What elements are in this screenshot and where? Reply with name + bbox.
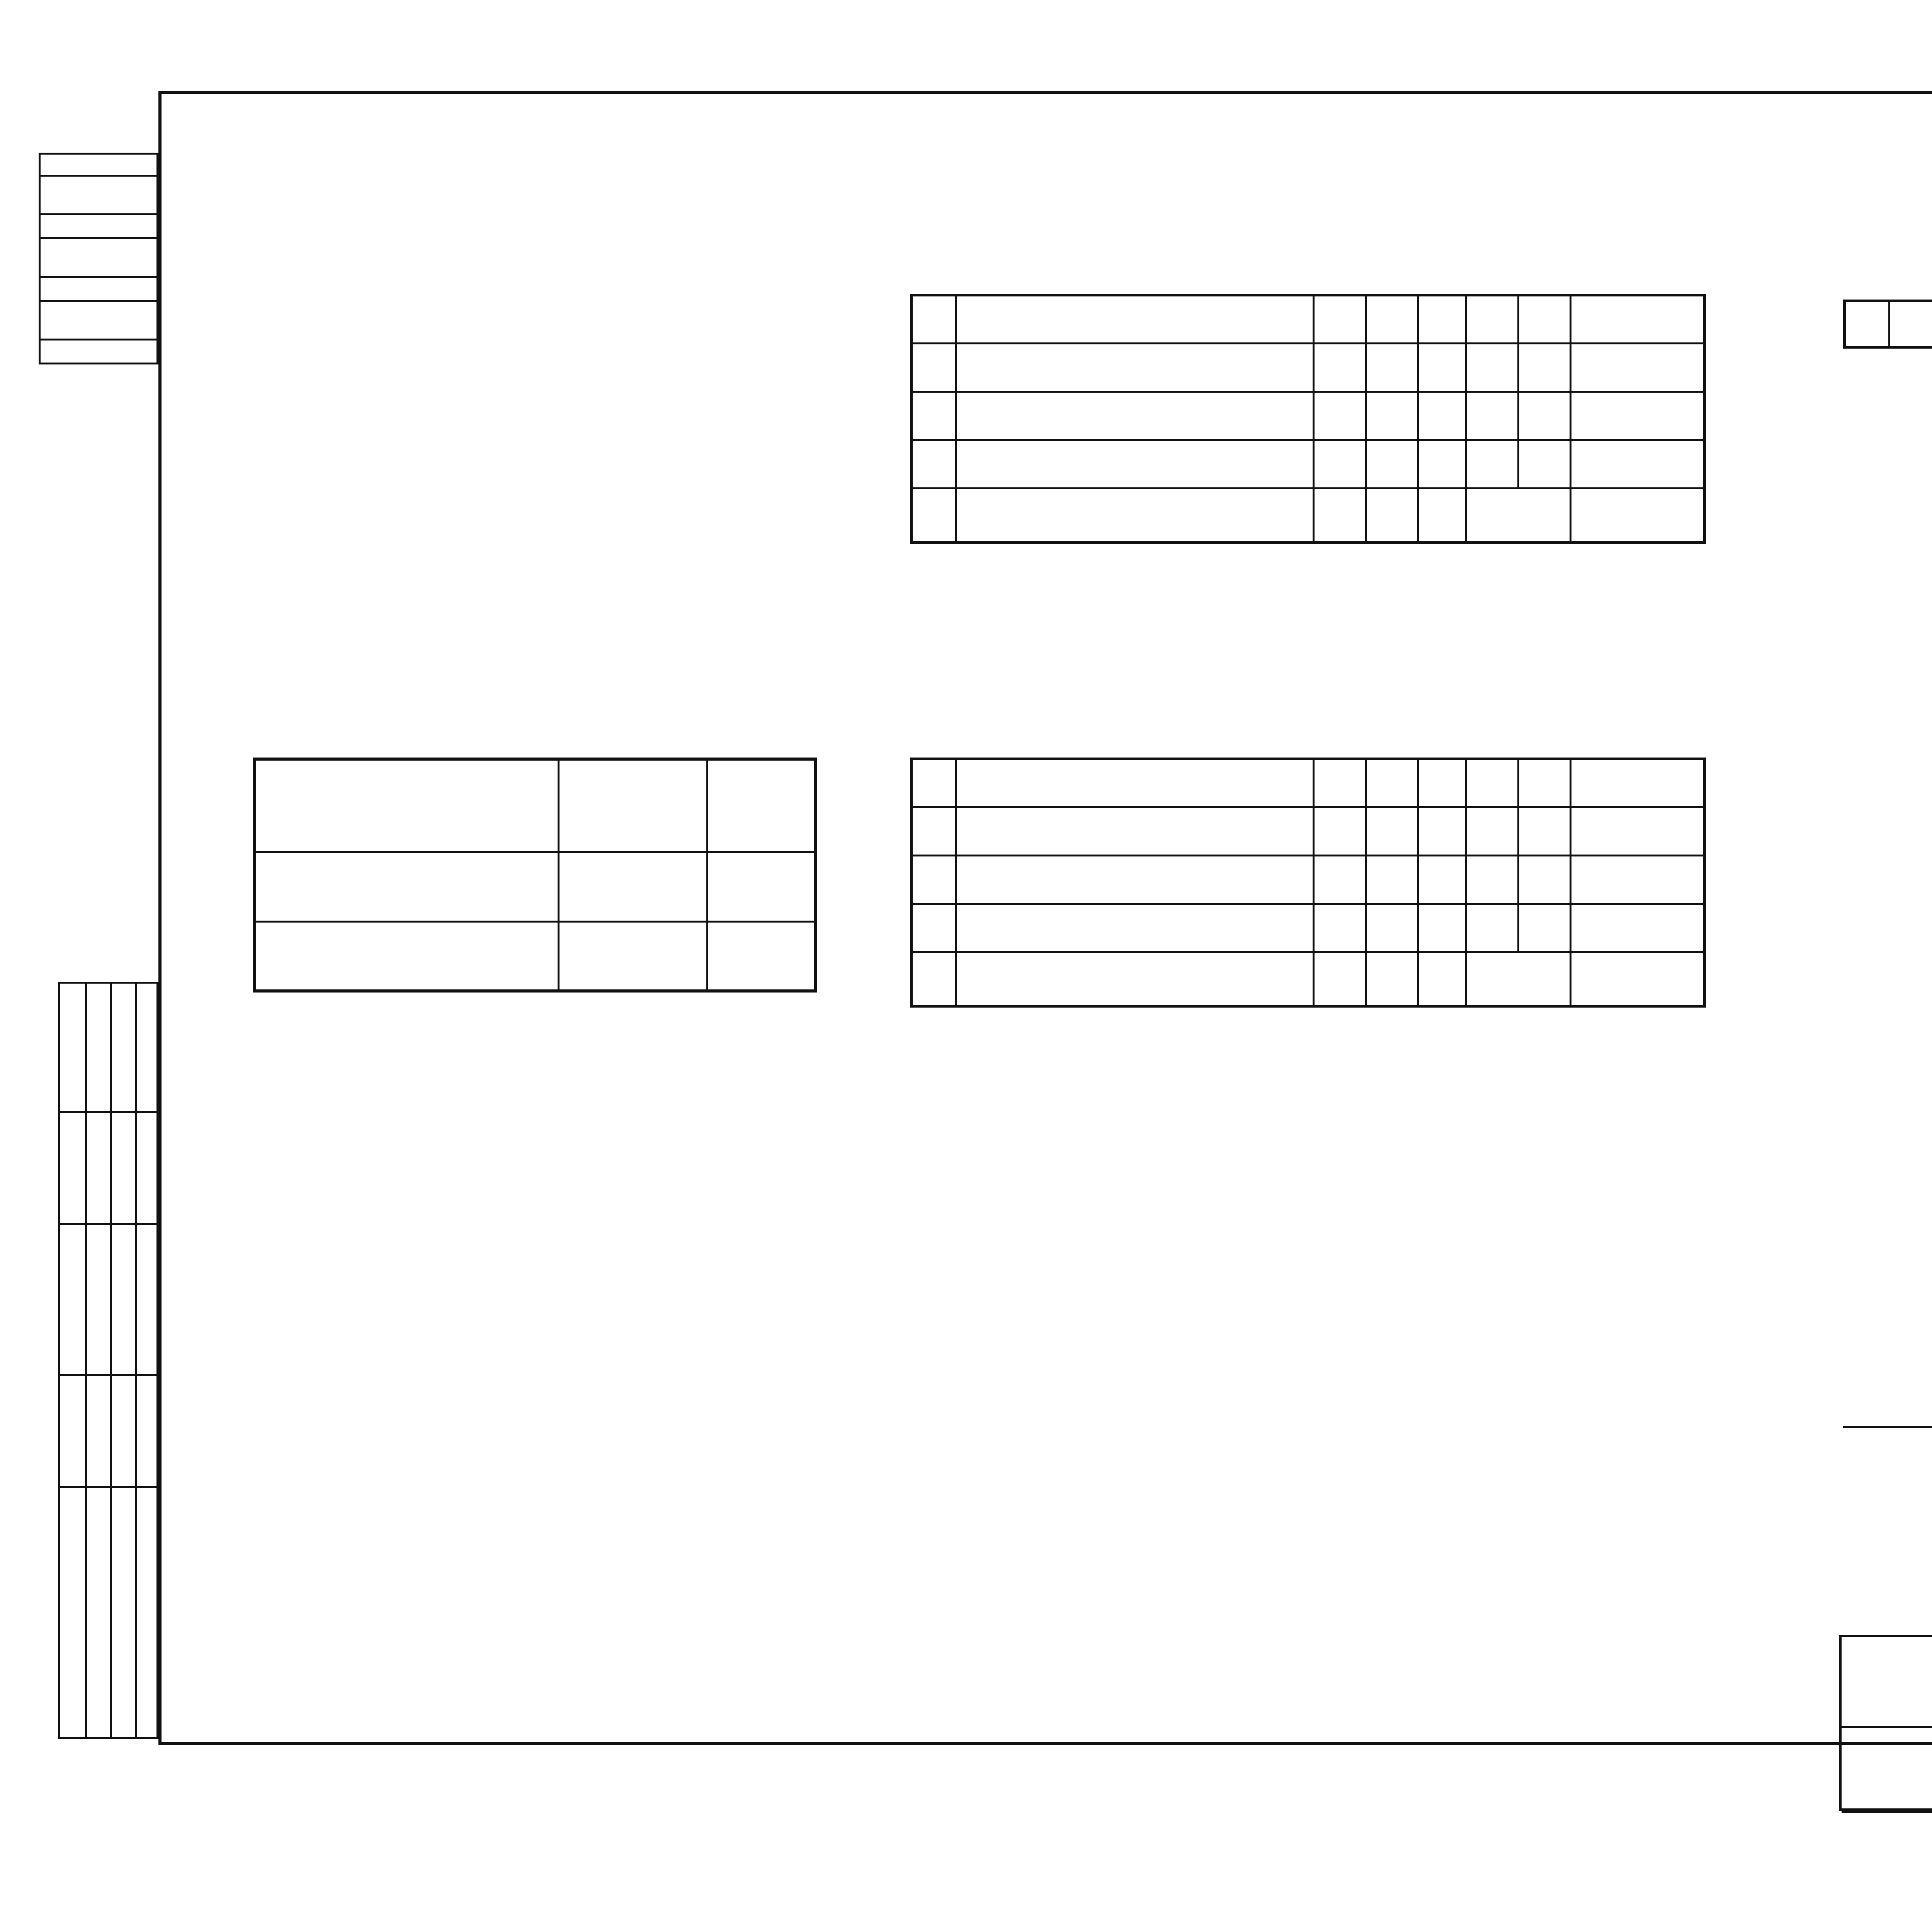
prp-cell (559, 852, 707, 921)
spec1-num (912, 440, 956, 489)
general-spec-table (1843, 300, 1932, 349)
general-spec-header-row (1845, 301, 1932, 347)
spec1-note (1571, 295, 1705, 344)
spec1-weight (1466, 392, 1519, 440)
spec2-weight (1466, 856, 1519, 904)
side-stamp-type-value (39, 177, 158, 215)
spec1-header-note (1571, 489, 1705, 543)
spec1-num (912, 392, 956, 440)
caption-divider (1843, 1426, 1932, 1428)
spec1-total (1519, 344, 1571, 392)
side-stamp-total-value (39, 302, 158, 340)
prp-cell (707, 852, 816, 921)
side-stamp (39, 153, 158, 364)
spec1-note (1571, 392, 1705, 440)
spec2-total (1519, 759, 1571, 807)
side-stamp-archive-label (39, 340, 158, 364)
spec2-name (956, 856, 1314, 904)
spec1-name (956, 295, 1314, 344)
general-header-num (1845, 301, 1889, 347)
prp-header-count (707, 759, 816, 852)
title-block (1839, 1635, 1932, 1811)
spec1-weight (1466, 440, 1519, 489)
table-row (255, 921, 816, 991)
side-stamp-total-label (39, 278, 158, 302)
spec2-name (956, 807, 1314, 856)
table-row (912, 344, 1705, 392)
spec1-num (912, 295, 956, 344)
prp-table (253, 758, 817, 993)
spec2-header-row (912, 952, 1705, 1006)
side-stamp-mark-value (39, 239, 158, 278)
spec2-note (1571, 807, 1705, 856)
spec2-header-num (912, 952, 956, 1006)
prp-cell (255, 852, 559, 921)
table-row (912, 440, 1705, 489)
spec2-qty (1418, 759, 1466, 807)
table-row (912, 392, 1705, 440)
spec2-weight (1466, 904, 1519, 952)
spec2-num (912, 759, 956, 807)
signature-stamp (58, 982, 158, 1739)
spec1-unit (1366, 440, 1418, 489)
spec1-header-num (912, 489, 956, 543)
spec2-num (912, 904, 956, 952)
spec2-header-unit (1366, 952, 1418, 1006)
spec1-unit (1366, 344, 1418, 392)
spec1-total (1519, 392, 1571, 440)
spec1-unit (1366, 295, 1418, 344)
spec2-name (956, 759, 1314, 807)
spec1-header-weight (1466, 489, 1571, 543)
spec2-unit (1366, 759, 1418, 807)
spec2-mat (1314, 759, 1366, 807)
spec1-header-name (956, 489, 1314, 543)
spec2-header-note (1571, 952, 1705, 1006)
spec1-header-unit (1366, 489, 1418, 543)
tb-organization (1842, 1637, 1932, 1728)
spec1-total (1519, 295, 1571, 344)
table-row (912, 295, 1705, 344)
table-row (255, 852, 816, 921)
table-row (912, 759, 1705, 807)
spec2-header-name (956, 952, 1314, 1006)
spec1-header-mat (1314, 489, 1366, 543)
spec1-mat (1314, 392, 1366, 440)
spec1-header-qty (1418, 489, 1466, 543)
spec2-header-qty (1418, 952, 1466, 1006)
spec2-weight (1466, 807, 1519, 856)
side-stamp-mark-label (39, 215, 158, 239)
spec2-mat (1314, 807, 1366, 856)
spec2-num (912, 807, 956, 856)
table-row (912, 856, 1705, 904)
spec2-header-weight (1466, 952, 1571, 1006)
tb-project-desc (1842, 1728, 1932, 1813)
spec1-name (956, 344, 1314, 392)
spec-table-3000 (910, 758, 1706, 1008)
side-stamp-type-label (39, 153, 158, 177)
spec1-note (1571, 344, 1705, 392)
spec2-unit (1366, 856, 1418, 904)
spec2-total (1519, 904, 1571, 952)
spec2-total (1519, 856, 1571, 904)
spec1-qty (1418, 344, 1466, 392)
spec2-mat (1314, 904, 1366, 952)
spec2-unit (1366, 904, 1418, 952)
prp-cell (707, 921, 816, 991)
prp-header-nozzle (559, 759, 707, 852)
spec2-qty (1418, 904, 1466, 952)
spec2-qty (1418, 807, 1466, 856)
spec2-name (956, 904, 1314, 952)
spec2-mat (1314, 856, 1366, 904)
prp-cell (559, 921, 707, 991)
spec1-unit (1366, 392, 1418, 440)
spec1-num (912, 344, 956, 392)
spec1-qty (1418, 392, 1466, 440)
table-row (912, 807, 1705, 856)
spec-table-2000 (910, 294, 1706, 544)
spec2-num (912, 856, 956, 904)
spec1-weight (1466, 344, 1519, 392)
spec2-note (1571, 904, 1705, 952)
spec1-qty (1418, 295, 1466, 344)
spec1-mat (1314, 440, 1366, 489)
spec2-unit (1366, 807, 1418, 856)
spec2-weight (1466, 759, 1519, 807)
prp-header-capacity (255, 759, 559, 852)
spec1-mat (1314, 295, 1366, 344)
spec1-mat (1314, 344, 1366, 392)
table-row (912, 904, 1705, 952)
prp-cell (255, 921, 559, 991)
spec2-header-mat (1314, 952, 1366, 1006)
spec2-qty (1418, 856, 1466, 904)
spec1-header-row (912, 489, 1705, 543)
spec1-qty (1418, 440, 1466, 489)
spec2-note (1571, 856, 1705, 904)
spec2-note (1571, 759, 1705, 807)
spec1-name (956, 440, 1314, 489)
spec1-weight (1466, 295, 1519, 344)
spec1-name (956, 392, 1314, 440)
general-header-name (1889, 301, 1932, 347)
spec1-total (1519, 440, 1571, 489)
spec1-note (1571, 440, 1705, 489)
spec2-total (1519, 807, 1571, 856)
